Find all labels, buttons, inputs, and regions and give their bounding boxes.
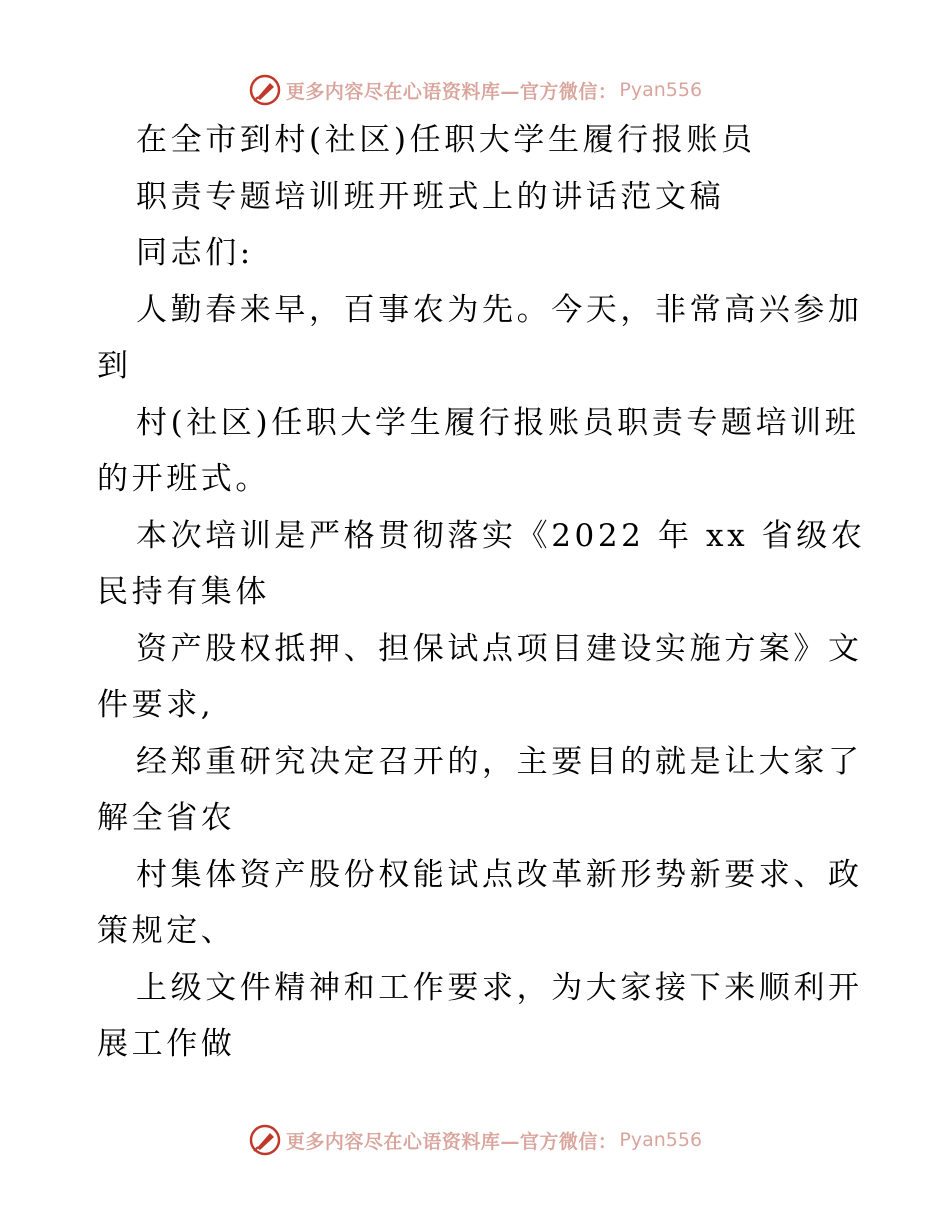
pen-nib-logo-icon xyxy=(248,1123,282,1157)
text-line: 件要求, xyxy=(97,687,215,723)
footer-watermark xyxy=(0,1120,950,1160)
text-line: 的开班式。 xyxy=(97,461,270,497)
text-line: 本次培训是严格贯彻落实《2022 年 xx 省级农 xyxy=(136,517,866,554)
header-site-text: 更多内容尽在心语资料库—官方微信： xyxy=(285,80,618,103)
text-line: 村集体资产股份权能试点改革新形势新要求、政 xyxy=(136,856,863,893)
pen-nib-logo-icon xyxy=(248,73,282,107)
text-line: 村(社区)任职大学生履行报账员职责专题培训班 xyxy=(136,404,860,441)
text-line: 到 xyxy=(97,348,132,384)
text-line: 人勤春来早，百事农为先。今天，非常高兴参加 xyxy=(136,291,863,328)
text-line: 职责专题培训班开班式上的讲话范文稿 xyxy=(136,178,725,215)
text-line: 展工作做 xyxy=(97,1026,236,1062)
header-watermark xyxy=(0,70,950,110)
text-line: 同志们: xyxy=(136,235,254,271)
footer-site-text: 更多内容尽在心语资料库—官方微信： xyxy=(285,1130,618,1153)
text-line: 在全市到村(社区)任职大学生履行报账员 xyxy=(136,122,756,158)
footer-wechat-id: Pyan556 xyxy=(619,1129,703,1151)
text-line: 经郑重研究决定召开的，主要目的就是让大家了 xyxy=(136,743,863,780)
text-line: 解全省农 xyxy=(97,800,236,836)
text-line: 上级文件精神和工作要求，为大家接下来顺利开 xyxy=(136,969,863,1006)
document-body xyxy=(97,112,866,1073)
text-line: 资产股权抵押、担保试点项目建设实施方案》文 xyxy=(136,630,863,667)
header-wechat-id: Pyan556 xyxy=(619,79,703,101)
text-line: 民持有集体 xyxy=(97,574,270,610)
text-line: 策规定、 xyxy=(97,913,236,949)
